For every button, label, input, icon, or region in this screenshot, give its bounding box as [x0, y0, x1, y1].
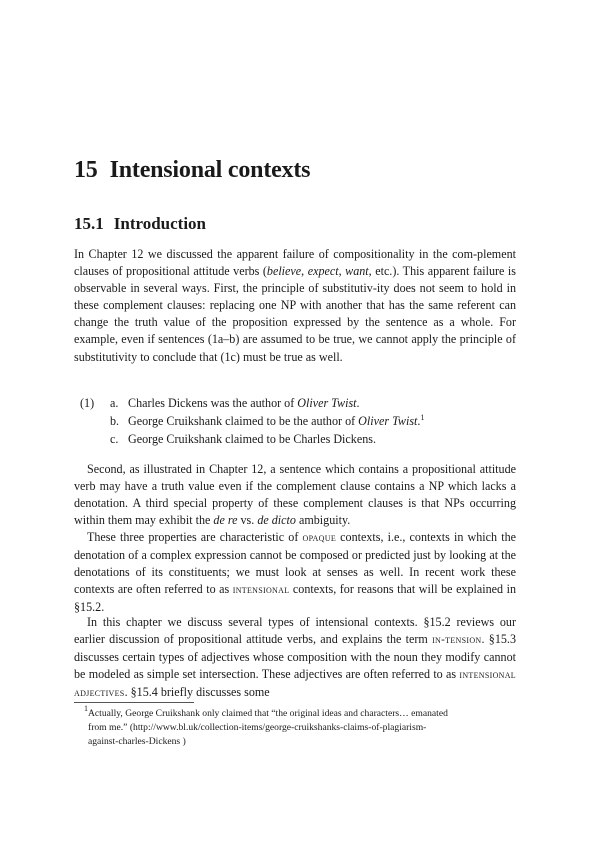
paragraph-2 — [74, 461, 516, 529]
footnote-text: Actually, George Cruikshank only claimed that “the original ideas and characters… emanated — [88, 708, 448, 719]
paragraph-4 — [74, 614, 516, 702]
chapter-number: 15 — [74, 157, 98, 183]
example-text — [128, 432, 376, 447]
chapter-heading — [74, 157, 310, 184]
example-punct: . — [356, 396, 360, 410]
section-heading — [74, 214, 206, 234]
paragraph-3-text: contexts, for reasons that will be explained in §15.2. — [74, 582, 517, 615]
paragraph-2-text: ambiguity. — [295, 513, 351, 528]
italic-de-re: de re — [213, 513, 238, 528]
footnote-marker[interactable]: 1 — [420, 413, 425, 422]
section-title: Introduction — [113, 214, 207, 233]
footnote-line-2[interactable]: from me.” (http://www.bl.uk/collection-items/george-cruikshanks-claims-of-plagiarism- — [88, 722, 427, 733]
paragraph-2-text: vs. — [237, 513, 258, 528]
footnote-number: 1 — [84, 704, 88, 713]
example-sentence: Charles Dickens was the author of — [128, 396, 298, 410]
example-italic-title: Oliver Twist — [297, 396, 357, 410]
paragraph-4-text: In this chapter we discuss several types of intensional contexts. §15.2 reviews our earlier discussion of propositional attitude verbs, and explains the term — [74, 615, 516, 647]
italic-expect: expect — [307, 264, 339, 279]
paragraph-1-text: , etc.). This apparent failure is observable in several ways. First, the principle of substitutiv-ity does not seem to hold in these complement clauses: replacing one NP with another that has the same referent can change the truth value of the proposition expressed by the sentence as a whole. For example, even if sentences (1a–b) are assumed to be true, we cannot apply the principle of substitutivity to conclude that (1c) must be true as well. — [74, 264, 516, 364]
paragraph-1 — [74, 246, 516, 366]
example-letter: a. — [110, 396, 119, 410]
paragraph-3-text: contexts, i.e., contexts in which the denotation of a complex expression cannot be composed or predicted just by looking at the denotations of its constituents; we must look at senses as well. In recent work these contexts are often referred to as — [74, 530, 516, 597]
paragraph-4-text: . §15.3 discusses certain types of adjectives whose composition with the noun they modify cannot be modeled as simple set intersection. These adjectives are often referred to as — [74, 632, 516, 682]
example-number: (1) — [80, 396, 95, 410]
example-letter: c. — [110, 432, 119, 446]
italic-de-dicto: de dicto — [257, 513, 296, 528]
footnote-divider — [74, 702, 194, 703]
example-italic-title: Oliver Twist — [358, 414, 418, 428]
section-number: 15.1 — [74, 214, 104, 233]
paragraph-3 — [74, 529, 516, 616]
footnote-line-1 — [74, 704, 516, 721]
term-intension: in-tension — [432, 634, 482, 647]
term-intensional-adjectives: intensional adjectives — [74, 669, 516, 700]
example-sentence: George Cruikshank claimed to be the author of — [128, 414, 359, 428]
paragraph-3-text: These three properties are characteristic of — [87, 530, 303, 544]
paragraph-1-text: , — [338, 264, 346, 279]
example-sentence: George Cruikshank claimed to be Charles Dickens. — [128, 432, 376, 446]
example-letter: b. — [110, 414, 120, 428]
italic-want: want — [345, 264, 369, 279]
footnote-line-3[interactable]: against-charles-Dickens ) — [88, 736, 186, 747]
footnote — [74, 704, 516, 749]
paragraph-4-text: . §15.4 briefly discusses some — [124, 685, 270, 700]
example-text — [128, 414, 424, 429]
example-text — [128, 396, 360, 411]
example-punct: . — [417, 414, 421, 428]
paragraph-1-text: In Chapter 12 we discussed the apparent failure of compositionality in the com-plement clauses of propositional attitude verbs ( — [74, 247, 516, 279]
chapter-title: Intensional contexts — [109, 157, 311, 183]
term-intensional: intensional — [232, 584, 290, 597]
italic-believe: believe — [266, 264, 302, 279]
term-opaque: opaque — [302, 532, 337, 544]
paragraph-1-text: , — [301, 264, 308, 279]
paragraph-2-text: Second, as illustrated in Chapter 12, a sentence which contains a propositional attitude verb may have a truth value even if the complement clause contains a NP which lacks a denotation. A third special property of these complement clauses is that NPs occurring within them may exhibit the — [74, 462, 516, 528]
